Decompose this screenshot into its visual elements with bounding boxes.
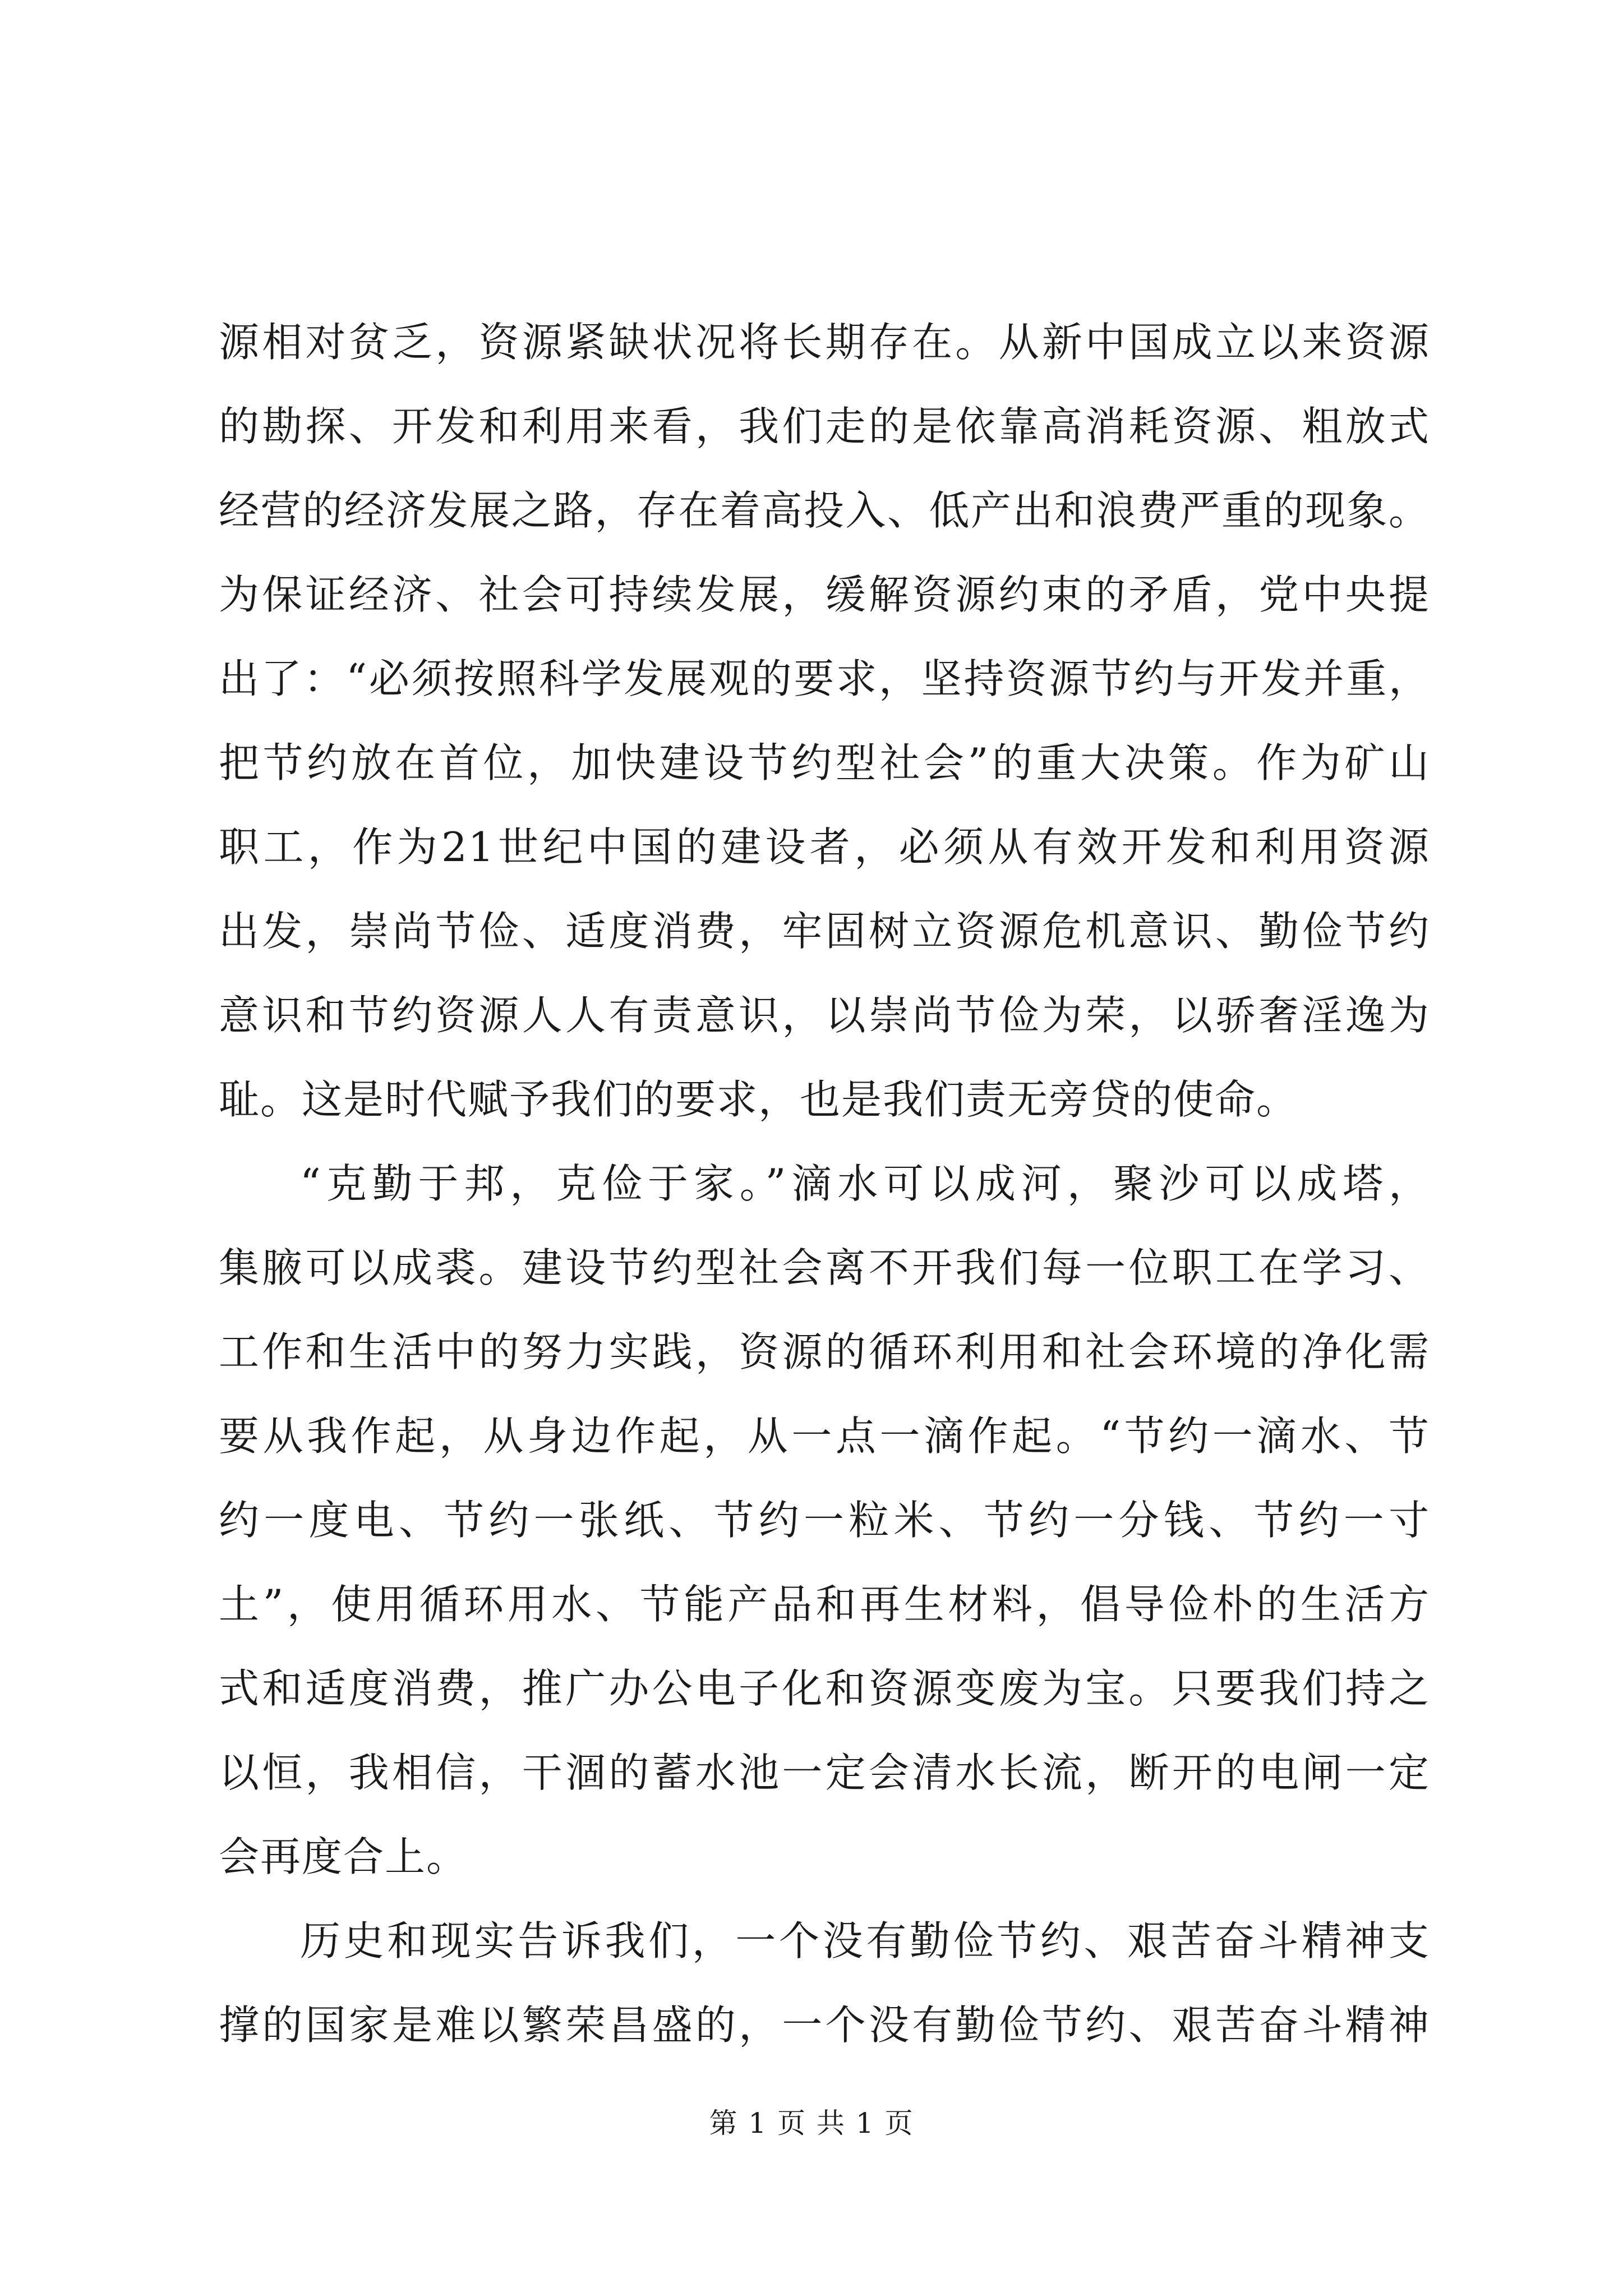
body-line: 职工，作为21世纪中国的建设者，必须从有效开发和利用资源: [219, 823, 1430, 871]
body-line: 把节约放在首位，加快建设节约型社会”的重大决策。作为矿山: [219, 739, 1430, 786]
body-line: 约一度电、节约一张纸、节约一粒米、节约一分钱、节约一寸: [219, 1497, 1430, 1544]
body-line: 出了：“必须按照科学发展观的要求，坚持资源节约与开发并重，: [219, 655, 1430, 702]
body-line: 撑的国家是难以繁荣昌盛的，一个没有勤俭节约、艰苦奋斗精神: [219, 2001, 1430, 2049]
body-line: 耻。这是时代赋予我们的要求，也是我们责无旁贷的使命。: [219, 1076, 1298, 1123]
body-line-first: 历史和现实告诉我们，一个没有勤俭节约、艰苦奋斗精神支: [300, 1917, 1430, 1964]
body-line: 会再度合上。: [219, 1833, 468, 1880]
body-line: 以恒，我相信，干涸的蓄水池一定会清水长流，断开的电闸一定: [219, 1749, 1430, 1796]
body-line: 的勘探、开发和利用来看，我们走的是依靠高消耗资源、粗放式: [219, 403, 1430, 450]
body-line: 要从我作起，从身边作起，从一点一滴作起。“节约一滴水、节: [219, 1412, 1430, 1460]
body-line: 集腋可以成裘。建设节约型社会离不开我们每一位职工在学习、: [219, 1244, 1430, 1291]
body-line: 为保证经济、社会可持续发展，缓解资源约束的矛盾，党中央提: [219, 571, 1430, 618]
body-line: 工作和生活中的努力实践，资源的循环利用和社会环境的净化需: [219, 1328, 1430, 1375]
document-body: [219, 300, 1430, 2067]
body-line: 源相对贫乏，资源紧缺状况将长期存在。从新中国成立以来资源: [219, 319, 1430, 366]
body-line: 式和适度消费，推广办公电子化和资源变废为宝。只要我们持之: [219, 1665, 1430, 1712]
page-footer: 第 1 页 共 1 页: [709, 2107, 914, 2139]
body-line: 出发，崇尚节俭、适度消费，牢固树立资源危机意识、勤俭节约: [219, 908, 1430, 955]
body-line: 经营的经济发展之路，存在着高投入、低产出和浪费严重的现象。: [219, 487, 1430, 534]
body-line: 土”，使用循环用水、节能产品和再生材料，倡导俭朴的生活方: [219, 1581, 1430, 1628]
body-line: 意识和节约资源人人有责意识，以崇尚节俭为荣，以骄奢淫逸为: [219, 992, 1430, 1039]
body-line-first: “克勤于邦，克俭于家。”滴水可以成河，聚沙可以成塔，: [300, 1160, 1430, 1207]
